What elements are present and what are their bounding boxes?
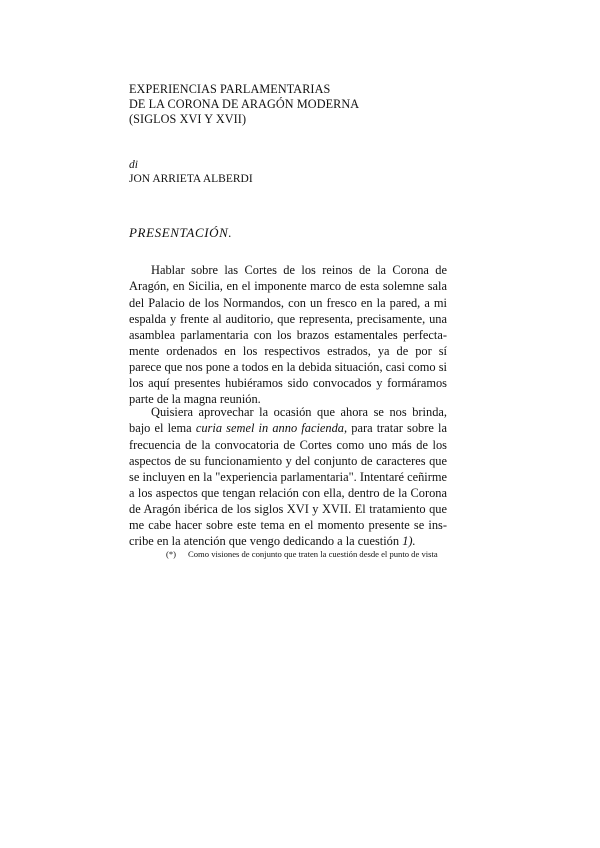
title-line: EXPERIENCIAS PARLAMENTARIAS	[129, 82, 331, 96]
footnote-mark: (*)	[166, 549, 177, 559]
article-title	[129, 82, 359, 127]
footnote-text: Como visiones de conjunto que traten la cuestión desde el punto de vista	[188, 549, 438, 559]
footnote	[166, 549, 438, 560]
byline-di: di	[129, 159, 138, 171]
latin-motto: curia semel in anno facienda,	[195, 421, 348, 436]
body-paragraph: Hablar sobre las Cortes de los reinos de la Corona de Aragón, en Sicilia, en el imponente marco de esta solemne sala del Palacio de los Normandos, con un fresco en la pared, a mi espalda y frente al auditorio, que representa, precisamente, una asamblea parlamentaria con los brazos estamentales perfectamente ordenados en los respectivos estrados, ya de por sí parece que nos pone a todos en la debida situación, casi como si los aquí presentes hubiéramos sido convocados y formáramos parte de la magna reunión.	[129, 263, 447, 407]
byline	[129, 158, 253, 186]
title-line: (SIGLOS XVI Y XVII)	[129, 112, 247, 126]
paragraph-text: para tratar sobre la frecuencia de la convocatoria de Cortes como uno más de los aspectos de su funcionamiento y del conjunto de caracteres que se incluyen en la "experiencia parlamentaria". Intentaré ceñirme a los aspectos que tengan relación con ella, dentro de la Corona de Aragón ibérica de los siglos XVI y XVII. El tratamiento que me cabe hacer sobre este tema en el momento presente se inscribe en la atención que vengo dedicando a la cuestión	[129, 421, 447, 549]
title-line: DE LA CORONA DE ARAGÓN MODERNA	[129, 97, 360, 111]
body-paragraph	[129, 404, 447, 549]
paragraph-text: Quisiera aprovechar la ocasión que ahora se nos brinda, bajo el lema	[129, 405, 447, 436]
footnote-reference: 1).	[402, 534, 416, 549]
section-heading: PRESENTACIÓN.	[129, 225, 233, 240]
author-name: JON ARRIETA ALBERDI	[129, 173, 253, 185]
